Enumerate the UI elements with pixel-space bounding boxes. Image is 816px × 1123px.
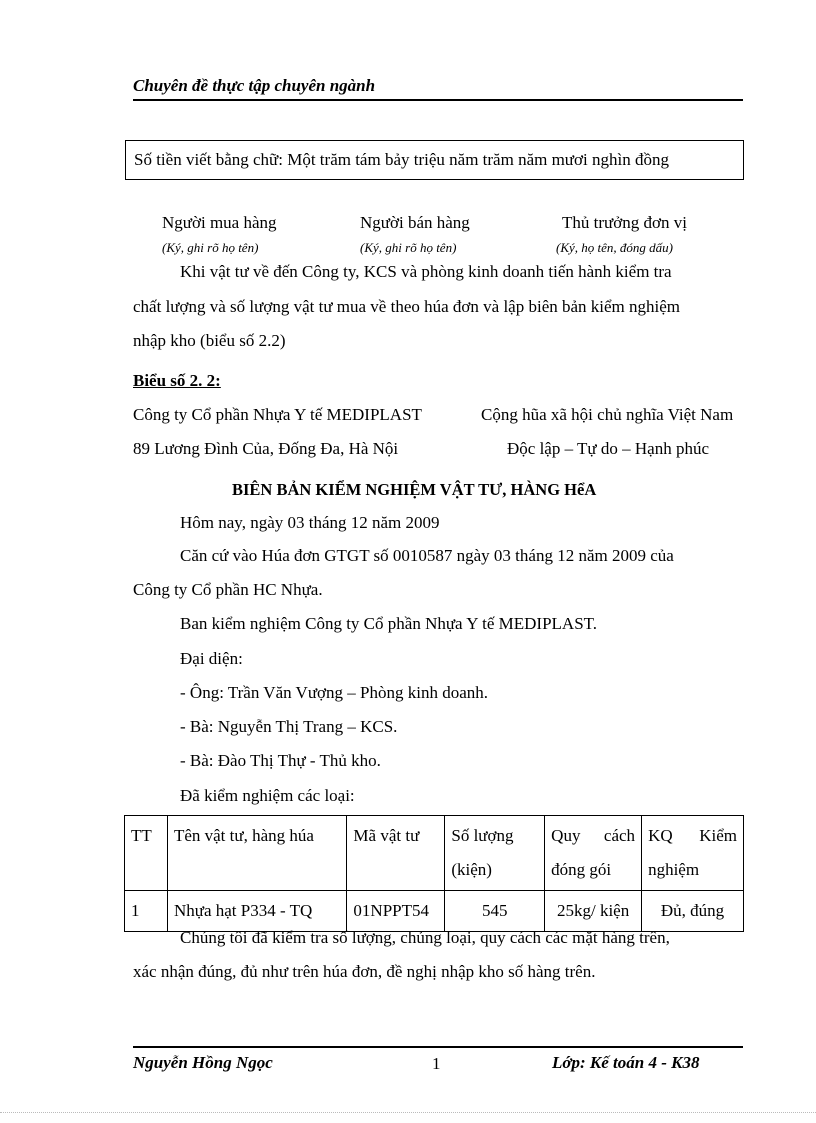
- company-address: 89 Lương Đình Của, Đống Đa, Hà Nội: [133, 439, 399, 458]
- form-label: Biểu số 2. 2:: [133, 371, 221, 390]
- inspection-table: [124, 815, 744, 932]
- header-item-code: Mã vật tư: [347, 816, 445, 891]
- signature-buyer-note: (Ký, ghi rõ họ tên): [162, 240, 259, 255]
- inspection-board: Ban kiểm nghiệm Công ty Cổ phần Nhựa Y tế MEDIPLAST.: [180, 614, 598, 633]
- intro-line-3: nhập kho (biểu số 2.2): [133, 331, 286, 350]
- cell-result: Đủ, đúng: [642, 891, 744, 932]
- cell-item-code: 01NPPT54: [347, 891, 445, 932]
- footer-author: Nguyễn Hồng Ngọc: [133, 1053, 273, 1072]
- header-result-word-2: Kiểm: [699, 826, 737, 845]
- amount-in-words-box: [125, 140, 744, 180]
- header-quantity: Số lượng (kiện): [445, 816, 545, 891]
- header-rule: [133, 99, 743, 101]
- inspection-date: Hôm nay, ngày 03 tháng 12 năm 2009: [180, 513, 440, 532]
- cell-tt: 1: [125, 891, 168, 932]
- document-title: BIÊN BẢN KIỂM NGHIỆM VẬT TƯ, HÀNG HểA: [232, 480, 597, 499]
- header-result: [642, 816, 744, 891]
- footer-class: Lớp: Kế toán 4 - K38: [552, 1053, 700, 1072]
- signature-head-note: (Ký, họ tên, đóng dấu): [556, 240, 673, 255]
- page-header-title: Chuyên đề thực tập chuyên ngành: [133, 76, 376, 95]
- footer-rule: [133, 1046, 743, 1048]
- representatives-label: Đại diện:: [180, 649, 243, 668]
- basis-line-1: Căn cứ vào Húa đơn GTGT số 0010587 ngày 03 tháng 12 năm 2009 của: [180, 546, 674, 565]
- header-packaging-word-1: Quy: [551, 826, 581, 845]
- representative-item: - Ông: Trần Văn Vượng – Phòng kinh doanh.: [180, 683, 489, 702]
- conclusion-line-1: Chúng tôi đã kiểm tra số lượng, chủng loại, quy cách các mặt hàng trên,: [180, 928, 670, 947]
- national-motto: Cộng hũa xã hội chủ nghĩa Việt Nam: [481, 405, 734, 424]
- header-packaging-line-2: đóng gói: [551, 860, 612, 879]
- representative-item: - Bà: Nguyễn Thị Trang – KCS.: [180, 717, 398, 736]
- national-slogan: Độc lập – Tự do – Hạnh phúc: [507, 439, 709, 458]
- basis-line-2: Công ty Cổ phần HC Nhựa.: [133, 580, 323, 599]
- cell-quantity: 545: [445, 891, 545, 932]
- header-tt: TT: [125, 816, 168, 891]
- intro-line-2: chất lượng và số lượng vật tư mua về theo húa đơn và lập biên bản kiểm nghiệm: [133, 297, 681, 316]
- header-item-name: Tên vật tư, hàng húa: [167, 816, 346, 891]
- signature-head-role: Thủ trưởng đơn vị: [562, 213, 687, 232]
- header-packaging: [545, 816, 642, 891]
- header-result-word-1: KQ: [648, 826, 673, 845]
- header-packaging-word-2: cách: [603, 826, 636, 845]
- signature-seller-note: (Ký, ghi rõ họ tên): [360, 240, 457, 255]
- representative-item: - Bà: Đào Thị Thự - Thủ kho.: [180, 751, 381, 770]
- company-name: Công ty Cổ phần Nhựa Y tế MEDIPLAST: [133, 405, 422, 424]
- table-row: [125, 891, 744, 932]
- header-result-line-2: nghiệm: [648, 860, 700, 879]
- amount-in-words-text: Số tiền viết bằng chữ: Một trăm tám bảy triệu năm trăm năm mươi nghìn đồng: [134, 150, 669, 169]
- cell-item-name: Nhựa hạt P334 - TQ: [167, 891, 346, 932]
- table-header-row: [125, 816, 744, 891]
- conclusion-line-2: xác nhận đúng, đủ như trên húa đơn, đề nghị nhập kho số hàng trên.: [133, 962, 596, 981]
- signature-buyer-role: Người mua hàng: [162, 213, 277, 232]
- signature-seller-role: Người bán hàng: [360, 213, 470, 232]
- page-edge-divider: [0, 1112, 816, 1113]
- checked-items-label: Đã kiểm nghiệm các loại:: [180, 786, 355, 805]
- intro-line-1: Khi vật tư về đến Công ty, KCS và phòng kinh doanh tiến hành kiểm tra: [180, 262, 672, 281]
- cell-packaging: 25kg/ kiện: [545, 891, 642, 932]
- page-number: 1: [432, 1054, 441, 1073]
